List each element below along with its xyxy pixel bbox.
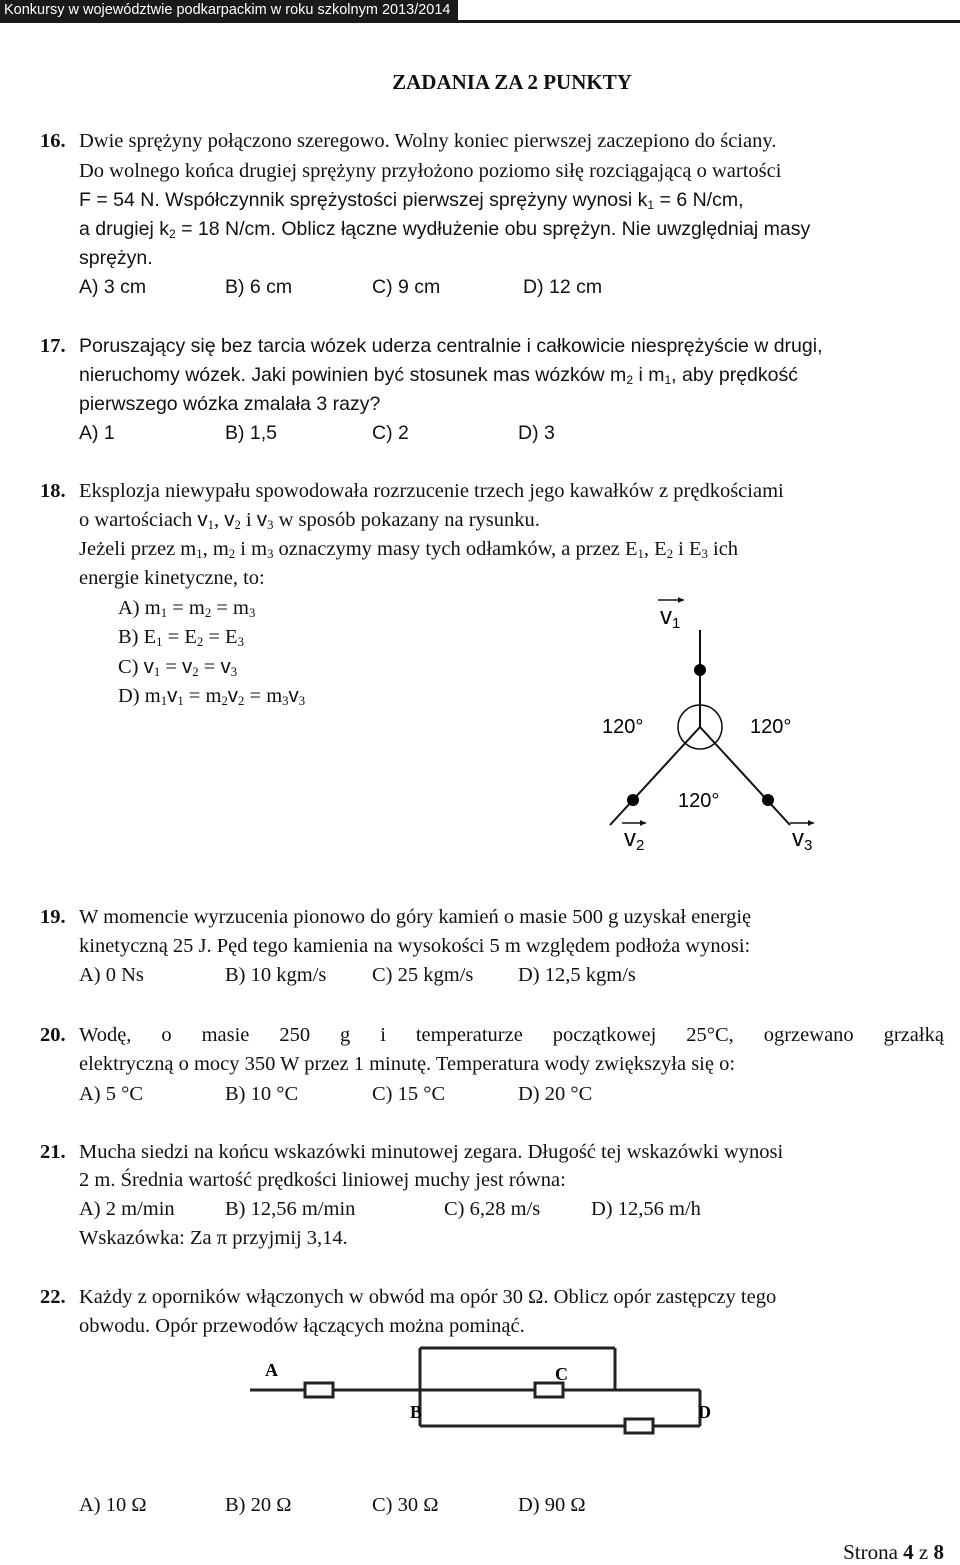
- q18-text: D) m: [118, 685, 161, 707]
- q17-line-2-text: nieruchomy wózek. Jaki powinien być stosunek mas wózków m: [79, 364, 627, 386]
- q20-answer-c: C) 15 °C: [372, 1083, 446, 1105]
- q18-symbol-m: m: [212, 538, 229, 560]
- q18-sub: 1: [207, 518, 215, 533]
- q18-sub: 3: [267, 547, 274, 562]
- q19-answer-b: B) 10 kgm/s: [225, 964, 327, 986]
- q18-eq: =: [198, 656, 221, 678]
- q18-text: w sposób pokazany na rysunku.: [273, 509, 540, 531]
- v1-index: 1: [672, 615, 681, 632]
- q18-sub: 3: [267, 518, 274, 533]
- q18-symbol-m: m: [205, 685, 222, 707]
- q18-sub: 3: [248, 606, 256, 621]
- q22-answer-d: D) 90 Ω: [518, 1494, 586, 1516]
- q19-line-2: kinetyczną 25 J. Pęd tego kamienia na wysokości 5 m względem podłoża wynosi:: [79, 935, 751, 957]
- q18-sep: ,: [643, 538, 655, 560]
- q18-answer-a: [118, 594, 255, 622]
- q20-word: i: [380, 1024, 386, 1046]
- q18-text: B) E: [118, 626, 157, 648]
- q18-sub: 2: [221, 694, 228, 709]
- q16-line-3-end: = 6 N/cm,: [654, 189, 744, 211]
- q18-eq: =: [244, 685, 267, 707]
- resistor-3: [625, 1419, 653, 1433]
- fragment-1-dot: [694, 664, 706, 676]
- q18-eq: =: [211, 597, 233, 619]
- q20-answer-d: D) 20 °C: [518, 1083, 593, 1105]
- q18-line-1: Eksplozja niewypału spowodowała rozrzucenie trzech jego kawałków z prędkościami: [79, 480, 784, 502]
- node-d-label: D: [698, 1402, 711, 1422]
- q18-text: C): [118, 656, 144, 678]
- node-a-label: A: [265, 1360, 278, 1380]
- q18-sub: 3: [237, 635, 244, 650]
- q18-answer-d: [118, 682, 305, 710]
- q19-line-1: W momencie wyrzucenia pionowo do góry kamień o masie 500 g uzyskał energię: [79, 906, 752, 928]
- q17-line-2: [79, 361, 798, 389]
- q18-text: i m: [235, 538, 268, 560]
- footer-page-number: 4: [903, 1540, 914, 1564]
- q20-answer-a: A) 5 °C: [79, 1083, 144, 1105]
- q17-answer-c: C) 2: [372, 422, 409, 444]
- footer-page-total: 8: [933, 1540, 944, 1564]
- q18-eq: =: [160, 656, 183, 678]
- q18-symbol-v: v: [197, 508, 208, 531]
- q21-line-2: 2 m. Średnia wartość prędkości liniowej muchy jest równa:: [79, 1169, 566, 1191]
- q20-word: grzałką: [883, 1024, 944, 1046]
- explosion-velocity-figure: [590, 590, 850, 855]
- q17-answer-b: B) 1,5: [225, 422, 278, 444]
- q18-sub: 2: [192, 665, 199, 680]
- v1-text: [660, 603, 680, 632]
- q18-sub: 2: [204, 606, 212, 621]
- v1-letter: v: [660, 603, 672, 630]
- resistor-1: [305, 1383, 333, 1397]
- q17-sub: 1: [664, 373, 672, 388]
- q20-line-1: [79, 1021, 944, 1049]
- q20-word: o: [161, 1024, 172, 1046]
- q16-answer-c: C) 9 cm: [372, 276, 441, 298]
- q18-sep: ,: [214, 509, 225, 531]
- v3-text: [792, 825, 812, 854]
- q18-sub: 2: [228, 547, 236, 562]
- q18-sub: 1: [153, 665, 161, 680]
- angle-right-label: 120°: [750, 716, 792, 738]
- q18-sub: 2: [234, 518, 241, 533]
- header-text: Konkursy w województwie podkarpackim w roku szkolnym 2013/2014: [4, 2, 451, 18]
- q17-answer-d: D) 3: [518, 422, 555, 444]
- v2-text: [624, 825, 644, 854]
- resistor-circuit-figure: [230, 1340, 760, 1440]
- q20-answer-b: B) 10 °C: [225, 1083, 299, 1105]
- q16-line-4-text: a drugiej k: [79, 218, 169, 240]
- q18-text: o wartościach: [79, 509, 198, 531]
- q16-line-2: Do wolnego końca drugiej sprężyny przyłożono poziomo siłę rozciągającą o wartości: [79, 160, 782, 182]
- q20-line-2: elektryczną o mocy 350 W przez 1 minutę. Temperatura wody zwiększyła się o:: [79, 1053, 736, 1075]
- fragment-3-dot: [762, 794, 774, 806]
- q22-answer-b: B) 20 Ω: [225, 1494, 292, 1516]
- q21-hint: Wskazówka: Za π przyjmij 3,14.: [79, 1227, 348, 1249]
- q16-answer-b: B) 6 cm: [225, 276, 293, 298]
- q19-answer-a: A) 0 Ns: [79, 964, 144, 986]
- q21-number: 21.: [40, 1141, 66, 1163]
- q18-eq: =: [167, 597, 189, 619]
- header-rule: [0, 20, 960, 23]
- v2-letter: v: [624, 825, 636, 852]
- v2-index: 2: [636, 837, 645, 854]
- footer-separator: z: [913, 1540, 934, 1564]
- q19-number: 19.: [40, 906, 66, 928]
- q18-symbol-v: v: [288, 684, 299, 707]
- q18-sub: 3: [282, 694, 289, 709]
- q21-answer-d: D) 12,56 m/h: [591, 1198, 701, 1220]
- v2-label: [622, 820, 646, 854]
- v3-arrowhead: [808, 820, 814, 826]
- q18-symbol-v: v: [256, 508, 268, 531]
- q20-number: 20.: [40, 1024, 66, 1046]
- q18-eq: =: [162, 626, 185, 648]
- q21-line-1: Mucha siedzi na końcu wskazówki minutowej zegara. Długość tej wskazówki wynosi: [79, 1141, 784, 1163]
- q18-line-2: [79, 506, 540, 534]
- q22-line-1: Każdy z oporników włączonych w obwód ma opór 30 Ω. Oblicz opór zastępczy tego: [79, 1286, 777, 1308]
- q19-answer-d: D) 12,5 kgm/s: [518, 964, 636, 986]
- q18-symbol-v: v: [227, 684, 239, 707]
- page-footer: [843, 1540, 944, 1565]
- v1-label: [658, 597, 684, 632]
- q16-answer-a: A) 3 cm: [79, 276, 147, 298]
- q16-line-4-end: = 18 N/cm. Oblicz łączne wydłużenie obu sprężyn. Nie uwzględniaj masy: [175, 218, 811, 240]
- q20-word: 250: [279, 1024, 311, 1046]
- q20-word: początkowej: [552, 1024, 657, 1046]
- q21-answer-b: B) 12,56 m/min: [225, 1198, 356, 1220]
- q18-sub: 3: [298, 694, 306, 709]
- q17-line-1: Poruszający się bez tarcia wózek uderza centralnie i całkowicie niesprężyście w drugi,: [79, 335, 823, 357]
- q18-answer-b: [118, 623, 244, 651]
- q22-line-2: obwodu. Opór przewodów łączących można pominąć.: [79, 1315, 525, 1337]
- q17-answer-a: A) 1: [79, 422, 115, 444]
- node-c-label: C: [555, 1364, 568, 1384]
- q17-line-2-end: , aby prędkość: [671, 364, 798, 386]
- q18-symbol-e: E: [225, 626, 238, 648]
- q16-line-1: Dwie sprężyny połączono szeregowo. Wolny koniec pierwszej zaczepiono do ściany.: [79, 130, 777, 152]
- q18-sub: 1: [637, 547, 644, 562]
- q18-sub: 1: [160, 694, 168, 709]
- q20-word: 25°C,: [686, 1024, 734, 1046]
- v3-letter: v: [792, 825, 804, 852]
- q19-answer-c: C) 25 kgm/s: [372, 964, 474, 986]
- q18-text: oznaczymy masy tych odłamków, a przez E: [273, 538, 638, 560]
- q18-symbol-m: m: [233, 597, 249, 619]
- q22-number: 22.: [40, 1286, 66, 1308]
- q17-line-3: pierwszego wózka zmalała 3 razy?: [79, 393, 381, 415]
- angle-left-label: 120°: [602, 716, 644, 738]
- v3-label: [790, 820, 814, 854]
- q20-word: masie: [201, 1024, 250, 1046]
- page-header: [0, 0, 458, 20]
- q16-line-5: sprężyn.: [79, 247, 153, 269]
- q17-line-2-mid: i m: [633, 364, 665, 386]
- q16-sub: 2: [168, 227, 176, 242]
- q18-symbol-m: m: [266, 685, 283, 707]
- q18-sub: 2: [666, 547, 674, 562]
- q18-sub: 2: [196, 635, 204, 650]
- q18-symbol-v: v: [182, 655, 193, 678]
- q16-line-4: [79, 215, 810, 243]
- footer-prefix: Strona: [843, 1540, 904, 1564]
- q20-word: g: [340, 1024, 351, 1046]
- v3-index: 3: [804, 837, 813, 854]
- q16-sub: 1: [647, 198, 655, 213]
- q18-line-3: [79, 535, 738, 563]
- q18-line-4: energie kinetyczne, to:: [79, 567, 265, 589]
- q18-symbol-e: E: [654, 538, 667, 560]
- v2-arrowhead: [640, 820, 646, 826]
- q18-symbol-m: m: [188, 597, 205, 619]
- q17-number: 17.: [40, 335, 66, 357]
- q18-sub: 1: [160, 606, 168, 621]
- q18-sub: 2: [238, 694, 245, 709]
- q18-sub: 1: [177, 694, 184, 709]
- q18-symbol-e: E: [184, 626, 197, 648]
- q20-word: ogrzewano: [763, 1024, 854, 1046]
- q21-answer-a: A) 2 m/min: [79, 1198, 175, 1220]
- q16-line-3-text: F = 54 N. Współczynnik sprężystości pierwszej sprężyny wynosi k: [79, 189, 648, 211]
- node-b-label: B: [410, 1402, 423, 1422]
- q18-sub: 3: [230, 665, 238, 680]
- section-title: ZADANIA ZA 2 PUNKTY: [392, 70, 632, 94]
- q18-text: Jeżeli przez m: [79, 538, 197, 560]
- q16-line-3: [79, 186, 744, 214]
- q18-sub: 3: [701, 547, 708, 562]
- q16-answer-d: D) 12 cm: [523, 276, 603, 298]
- q18-sub: 1: [196, 547, 203, 562]
- q18-sep: i: [240, 509, 257, 531]
- q17-sub: 2: [626, 373, 634, 388]
- q18-symbol-v: v: [220, 655, 231, 678]
- q18-text: i E: [673, 538, 702, 560]
- q18-symbol-v: v: [167, 684, 178, 707]
- q18-sep: ,: [202, 538, 213, 560]
- q18-sub: 1: [156, 635, 163, 650]
- angle-bottom-label: 120°: [678, 790, 720, 812]
- q22-answer-a: A) 10 Ω: [79, 1494, 147, 1516]
- q18-symbol-v: v: [224, 508, 235, 531]
- q18-text: A) m: [118, 597, 161, 619]
- q16-number: 16.: [40, 130, 66, 152]
- v1-arrowhead: [678, 597, 684, 603]
- q18-answer-c: [118, 653, 237, 681]
- q18-eq: =: [203, 626, 226, 648]
- q20-word: temperaturze: [415, 1024, 523, 1046]
- resistor-2: [535, 1383, 563, 1397]
- q20-word: Wodę,: [79, 1024, 132, 1046]
- q21-answer-c: C) 6,28 m/s: [444, 1198, 541, 1220]
- q18-text: ich: [707, 538, 739, 560]
- q18-symbol-v: v: [143, 655, 154, 678]
- q22-answer-c: C) 30 Ω: [372, 1494, 439, 1516]
- fragment-2-dot: [627, 794, 639, 806]
- q18-eq: =: [183, 685, 206, 707]
- q18-number: 18.: [40, 480, 66, 502]
